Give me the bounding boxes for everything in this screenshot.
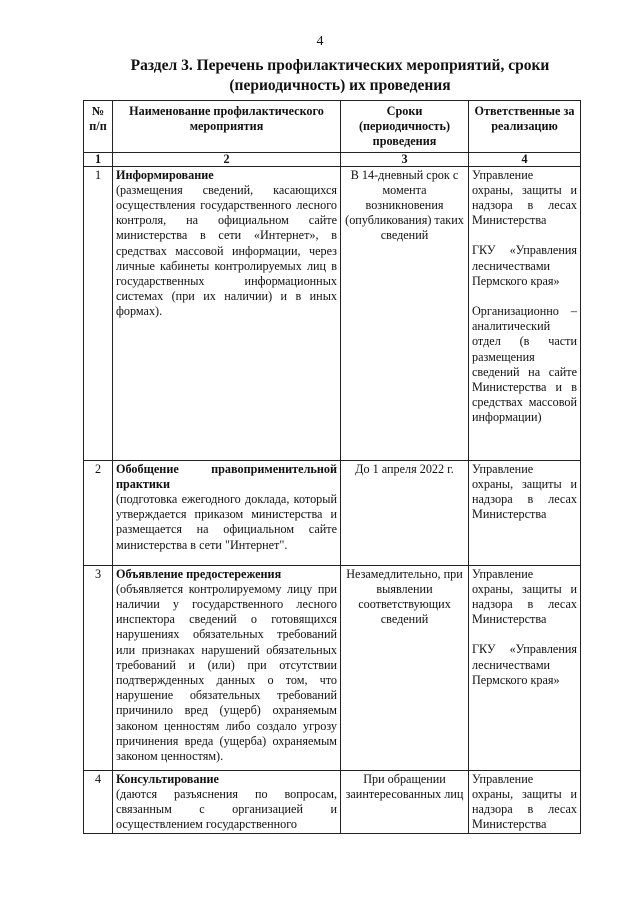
header-num: № п/п [84, 101, 113, 153]
measure-cell [113, 565, 341, 770]
measure-cell [113, 166, 341, 460]
column-number: 1 [84, 152, 113, 166]
responsible-unit: Управление охраны, защиты и надзора в лесах Министерства [472, 167, 577, 228]
column-number: 2 [113, 152, 341, 166]
header-responsible: Ответственные за реализацию [469, 101, 581, 153]
measures-table [83, 100, 581, 834]
table-row [84, 565, 581, 770]
page-number: 4 [316, 34, 324, 49]
measure-responsible [469, 460, 581, 565]
header-term: Сроки (периодичность) проведения [341, 101, 469, 153]
table-header-row [84, 101, 581, 153]
column-number: 3 [341, 152, 469, 166]
measure-responsible [469, 770, 581, 834]
responsible-unit: ГКУ «Управления лесничествами Пермского края» [472, 642, 577, 687]
responsible-unit: Управление охраны, защиты и надзора в лесах Министерства [472, 771, 577, 832]
measure-title: Обобщение правоприменительной практики [116, 461, 337, 491]
measure-title: Объявление предостережения [116, 566, 282, 581]
table-row [84, 460, 581, 565]
measure-description: (объявляется контролируемому лицу при наличии у государственного лесного инспектора сведений о готовящихся нарушениях обязательных требований или признаках нарушений обязательных требований и (или) при отсутствии подтвержденных данных о том, что нарушение обязательных требований причинило вред (ущерб) охраняемым законом ценностям либо создало угрозу причинения вреда (ущерба) охраняемым законом ценностям). [116, 581, 337, 764]
measure-title: Информирование [116, 167, 214, 182]
measure-term: До 1 апреля 2022 г. [341, 460, 469, 565]
measure-description: (даются разъяснения по вопросам, связанным с организацией и осуществлением государственного [116, 786, 337, 832]
row-number: 3 [84, 565, 113, 770]
measure-cell [113, 770, 341, 834]
measure-title: Консультирование [116, 771, 219, 786]
measure-term: В 14-дневный срок с момента возникновения (опубликования) таких сведений [341, 166, 469, 460]
measure-description: (размещения сведений, касающихся осуществления государственного лесного контроля, на официальном сайте министерства в сети «Интернет», в средствах массовой информации, через личные кабинеты контролируемых лиц в государственных информационных системах (при их наличии) и в иных формах). [116, 182, 337, 319]
column-number: 4 [469, 152, 581, 166]
column-number-row [84, 152, 581, 166]
responsible-unit: ГКУ «Управления лесничествами Пермского края» [472, 243, 577, 288]
responsible-unit: Организационно –аналитический отдел (в части размещения сведений на сайте Министерства и в средствах массовой информации) [472, 304, 577, 425]
header-name: Наименование профилактического мероприятия [113, 101, 341, 153]
row-number: 4 [84, 770, 113, 834]
row-number: 1 [84, 166, 113, 460]
measure-term: Незамедлительно, при выявлении соответствующих сведений [341, 565, 469, 770]
responsible-unit: Управление охраны, защиты и надзора в лесах Министерства [472, 566, 577, 627]
table-row [84, 770, 581, 834]
table-row [84, 166, 581, 460]
measure-responsible [469, 565, 581, 770]
measure-responsible [469, 166, 581, 460]
section-title: Раздел 3. Перечень профилактических мероприятий, сроки (периодичность) их проведения [130, 57, 550, 94]
row-number: 2 [84, 460, 113, 565]
measure-description: (подготовка ежегодного доклада, который утверждается приказом министерства и размещается на официальном сайте министерства в сети "Интернет". [116, 492, 337, 552]
measure-cell [113, 460, 341, 565]
responsible-unit: Управление охраны, защиты и надзора в лесах Министерства [472, 461, 577, 522]
measure-term: При обращении заинтересованных лиц [341, 770, 469, 834]
